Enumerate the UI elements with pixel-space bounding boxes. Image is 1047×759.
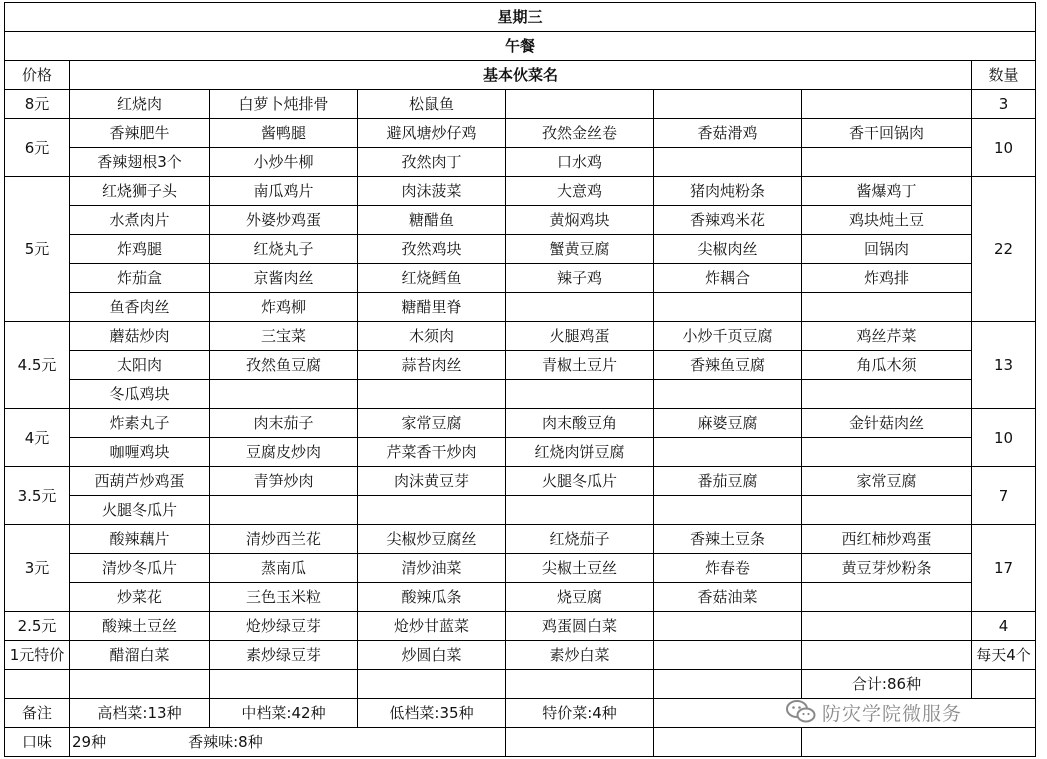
- empty-cell: [210, 670, 358, 699]
- dish-cell: 避风塘炒仔鸡: [358, 119, 506, 148]
- dish-cell: 孜然金丝卷: [506, 119, 654, 148]
- dish-cell: 外婆炒鸡蛋: [210, 206, 358, 235]
- price-cell: 3.5元: [5, 467, 70, 525]
- dish-cell: 香菇滑鸡: [654, 119, 802, 148]
- dish-cell: [654, 438, 802, 467]
- dish-cell: 三色玉米粒: [210, 583, 358, 612]
- total-cell: 合计:86种: [802, 670, 972, 699]
- quantity-cell: 3: [972, 90, 1036, 119]
- remark-item: 高档菜:13种: [70, 699, 210, 728]
- quantity-cell: 7: [972, 467, 1036, 525]
- dish-cell: 火腿冬瓜片: [506, 467, 654, 496]
- dish-cell: 南瓜鸡片: [210, 177, 358, 206]
- dish-cell: 糖醋鱼: [358, 206, 506, 235]
- dish-cell: 太阳肉: [70, 351, 210, 380]
- total-row: [5, 670, 1036, 699]
- dish-cell: [654, 293, 802, 322]
- dish-cell: 醋溜白菜: [70, 641, 210, 670]
- dish-cell: 蒜苔肉丝: [358, 351, 506, 380]
- quantity-cell: 22: [972, 177, 1036, 322]
- dish-cell: 冬瓜鸡块: [70, 380, 210, 409]
- price-cell: 4元: [5, 409, 70, 467]
- dish-cell: 口水鸡: [506, 148, 654, 177]
- dish-cell: 炸鸡腿: [70, 235, 210, 264]
- quantity-header: 数量: [972, 61, 1036, 90]
- menu-row: [5, 496, 1036, 525]
- dish-cell: 猪肉炖粉条: [654, 177, 802, 206]
- day-title: 星期三: [5, 3, 1036, 32]
- empty-cell: [654, 728, 802, 757]
- dish-cell: 炸素丸子: [70, 409, 210, 438]
- dish-cell: [506, 90, 654, 119]
- dish-cell: 香辣翅根3个: [70, 148, 210, 177]
- dish-cell: 角瓜木须: [802, 351, 972, 380]
- remark-item: 特价菜:4种: [506, 699, 654, 728]
- dish-cell: 三宝菜: [210, 322, 358, 351]
- dish-cell: 炒圆白菜: [358, 641, 506, 670]
- dish-cell: 肉沫黄豆芽: [358, 467, 506, 496]
- wechat-icon: [786, 699, 816, 725]
- dish-cell: [358, 380, 506, 409]
- menu-row: [5, 264, 1036, 293]
- dish-cell: 孜然鸡块: [358, 235, 506, 264]
- dish-cell: 家常豆腐: [802, 467, 972, 496]
- dish-cell: 酱爆鸡丁: [802, 177, 972, 206]
- taste-items: [70, 728, 506, 757]
- dish-cell: [654, 380, 802, 409]
- menu-row: [5, 177, 1036, 206]
- dish-cell: [802, 612, 972, 641]
- dish-cell: 香辣土豆条: [654, 525, 802, 554]
- menu-row: [5, 380, 1036, 409]
- dish-cell: 鸡丝芹菜: [802, 322, 972, 351]
- menu-row: [5, 351, 1036, 380]
- dish-cell: 清炒西兰花: [210, 525, 358, 554]
- dish-cell: 尖椒土豆丝: [506, 554, 654, 583]
- quantity-cell: 13: [972, 322, 1036, 409]
- dish-cell: 白萝卜炖排骨: [210, 90, 358, 119]
- dish-cell: 辣子鸡: [506, 264, 654, 293]
- dish-cell: 尖椒炒豆腐丝: [358, 525, 506, 554]
- empty-cell: [358, 670, 506, 699]
- dish-cell: 家常豆腐: [358, 409, 506, 438]
- dish-cell: 素炒白菜: [506, 641, 654, 670]
- quantity-cell: 每天4个: [972, 641, 1036, 670]
- quantity-cell: 17: [972, 525, 1036, 612]
- menu-row: [5, 148, 1036, 177]
- dish-cell: [358, 496, 506, 525]
- dish-cell: 香菇油菜: [654, 583, 802, 612]
- price-cell: 5元: [5, 177, 70, 322]
- dish-cell: 糖醋里脊: [358, 293, 506, 322]
- dish-cell: [654, 641, 802, 670]
- dish-cell: 西葫芦炒鸡蛋: [70, 467, 210, 496]
- menu-row: [5, 641, 1036, 670]
- quantity-cell: 10: [972, 119, 1036, 177]
- dish-cell: [654, 90, 802, 119]
- dish-cell: 蟹黄豆腐: [506, 235, 654, 264]
- empty-cell: [5, 670, 70, 699]
- empty-cell: [70, 670, 210, 699]
- dish-cell: 红烧肉: [70, 90, 210, 119]
- taste-row: [5, 728, 1036, 757]
- menu-row: [5, 438, 1036, 467]
- dish-cell: 大意鸡: [506, 177, 654, 206]
- dish-cell: 炒菜花: [70, 583, 210, 612]
- dish-cell: 芹菜香干炒肉: [358, 438, 506, 467]
- dishes-header: 基本伙菜名: [70, 61, 972, 90]
- quantity-cell: 10: [972, 409, 1036, 467]
- price-cell: 1元特价: [5, 641, 70, 670]
- dish-cell: 木须肉: [358, 322, 506, 351]
- dish-cell: [802, 90, 972, 119]
- dish-cell: 炸春卷: [654, 554, 802, 583]
- dish-cell: 蒸南瓜: [210, 554, 358, 583]
- dish-cell: 鱼香肉丝: [70, 293, 210, 322]
- dish-cell: 水煮肉片: [70, 206, 210, 235]
- dish-cell: [506, 293, 654, 322]
- remarks-label: 备注: [5, 699, 70, 728]
- dish-cell: 鸡块炖土豆: [802, 206, 972, 235]
- empty-cell: [506, 728, 654, 757]
- dish-cell: 清炒冬瓜片: [70, 554, 210, 583]
- taste-spicy: 香辣味:8种: [188, 733, 263, 751]
- dish-cell: [802, 148, 972, 177]
- dish-cell: [506, 496, 654, 525]
- menu-row: [5, 554, 1036, 583]
- dish-cell: 红烧丸子: [210, 235, 358, 264]
- dish-cell: 鸡蛋圆白菜: [506, 612, 654, 641]
- dish-cell: [802, 641, 972, 670]
- dish-cell: [654, 148, 802, 177]
- meal-title: 午餐: [5, 32, 1036, 61]
- remark-item: 低档菜:35种: [358, 699, 506, 728]
- dish-cell: 蘑菇炒肉: [70, 322, 210, 351]
- remark-item: 中档菜:42种: [210, 699, 358, 728]
- watermark-text: 防灾学院微服务: [822, 702, 963, 725]
- taste-count: 29种: [72, 733, 107, 751]
- menu-row: [5, 293, 1036, 322]
- dish-cell: 炝炒绿豆芽: [210, 612, 358, 641]
- dish-cell: 香干回锅肉: [802, 119, 972, 148]
- price-cell: 6元: [5, 119, 70, 177]
- dish-cell: 香辣肥牛: [70, 119, 210, 148]
- price-cell: 3元: [5, 525, 70, 612]
- menu-row: [5, 206, 1036, 235]
- menu-row: [5, 409, 1036, 438]
- dish-cell: 青笋炒肉: [210, 467, 358, 496]
- empty-cell: [802, 728, 1036, 757]
- dish-cell: [802, 380, 972, 409]
- dish-cell: 红烧鳕鱼: [358, 264, 506, 293]
- dish-cell: 小炒牛柳: [210, 148, 358, 177]
- menu-row: [5, 467, 1036, 496]
- dish-cell: 金针菇肉丝: [802, 409, 972, 438]
- dish-cell: 豆腐皮炒肉: [210, 438, 358, 467]
- dish-cell: 松鼠鱼: [358, 90, 506, 119]
- taste-label: 口味: [5, 728, 70, 757]
- dish-cell: [210, 380, 358, 409]
- dish-cell: 香辣鸡米花: [654, 206, 802, 235]
- dish-cell: 炝炒甘蓝菜: [358, 612, 506, 641]
- dish-cell: 尖椒肉丝: [654, 235, 802, 264]
- dish-cell: [654, 496, 802, 525]
- dish-cell: [802, 438, 972, 467]
- dish-cell: [802, 583, 972, 612]
- menu-row: [5, 235, 1036, 264]
- price-header: 价格: [5, 61, 70, 90]
- menu-row: [5, 583, 1036, 612]
- dish-cell: 清炒油菜: [358, 554, 506, 583]
- dish-cell: 炸鸡柳: [210, 293, 358, 322]
- dish-cell: 酱鸭腿: [210, 119, 358, 148]
- price-cell: 4.5元: [5, 322, 70, 409]
- dish-cell: 京酱肉丝: [210, 264, 358, 293]
- empty-cell: [972, 670, 1036, 699]
- dish-cell: 酸辣土豆丝: [70, 612, 210, 641]
- dish-cell: 酸辣藕片: [70, 525, 210, 554]
- dish-cell: 黄豆芽炒粉条: [802, 554, 972, 583]
- dish-cell: 素炒绿豆芽: [210, 641, 358, 670]
- menu-row: [5, 119, 1036, 148]
- menu-row: [5, 322, 1036, 351]
- watermark: [786, 697, 962, 727]
- dish-cell: 炸鸡排: [802, 264, 972, 293]
- price-cell: 8元: [5, 90, 70, 119]
- dish-cell: 孜然鱼豆腐: [210, 351, 358, 380]
- dish-cell: 肉末酸豆角: [506, 409, 654, 438]
- dish-cell: 红烧肉饼豆腐: [506, 438, 654, 467]
- dish-cell: 西红柿炒鸡蛋: [802, 525, 972, 554]
- empty-cell: [506, 670, 654, 699]
- dish-cell: 孜然肉丁: [358, 148, 506, 177]
- dish-cell: 红烧茄子: [506, 525, 654, 554]
- empty-cell: [654, 670, 802, 699]
- price-cell: 2.5元: [5, 612, 70, 641]
- menu-row: [5, 90, 1036, 119]
- dish-cell: 酸辣瓜条: [358, 583, 506, 612]
- dish-cell: 麻婆豆腐: [654, 409, 802, 438]
- dish-cell: 火腿冬瓜片: [70, 496, 210, 525]
- dish-cell: [654, 612, 802, 641]
- dish-cell: 肉末茄子: [210, 409, 358, 438]
- dish-cell: 青椒土豆片: [506, 351, 654, 380]
- quantity-cell: 4: [972, 612, 1036, 641]
- dish-cell: 红烧狮子头: [70, 177, 210, 206]
- dish-cell: 烧豆腐: [506, 583, 654, 612]
- dish-cell: [802, 293, 972, 322]
- dish-cell: 火腿鸡蛋: [506, 322, 654, 351]
- dish-cell: 小炒千页豆腐: [654, 322, 802, 351]
- dish-cell: 炸耦合: [654, 264, 802, 293]
- menu-table: [4, 2, 1036, 757]
- dish-cell: 回锅肉: [802, 235, 972, 264]
- dish-cell: 咖喱鸡块: [70, 438, 210, 467]
- menu-row: [5, 612, 1036, 641]
- dish-cell: 番茄豆腐: [654, 467, 802, 496]
- dish-cell: [506, 380, 654, 409]
- dish-cell: 香辣鱼豆腐: [654, 351, 802, 380]
- dish-cell: [802, 496, 972, 525]
- dish-cell: 黄焖鸡块: [506, 206, 654, 235]
- menu-row: [5, 525, 1036, 554]
- dish-cell: [210, 496, 358, 525]
- dish-cell: 炸茄盒: [70, 264, 210, 293]
- dish-cell: 肉沫菠菜: [358, 177, 506, 206]
